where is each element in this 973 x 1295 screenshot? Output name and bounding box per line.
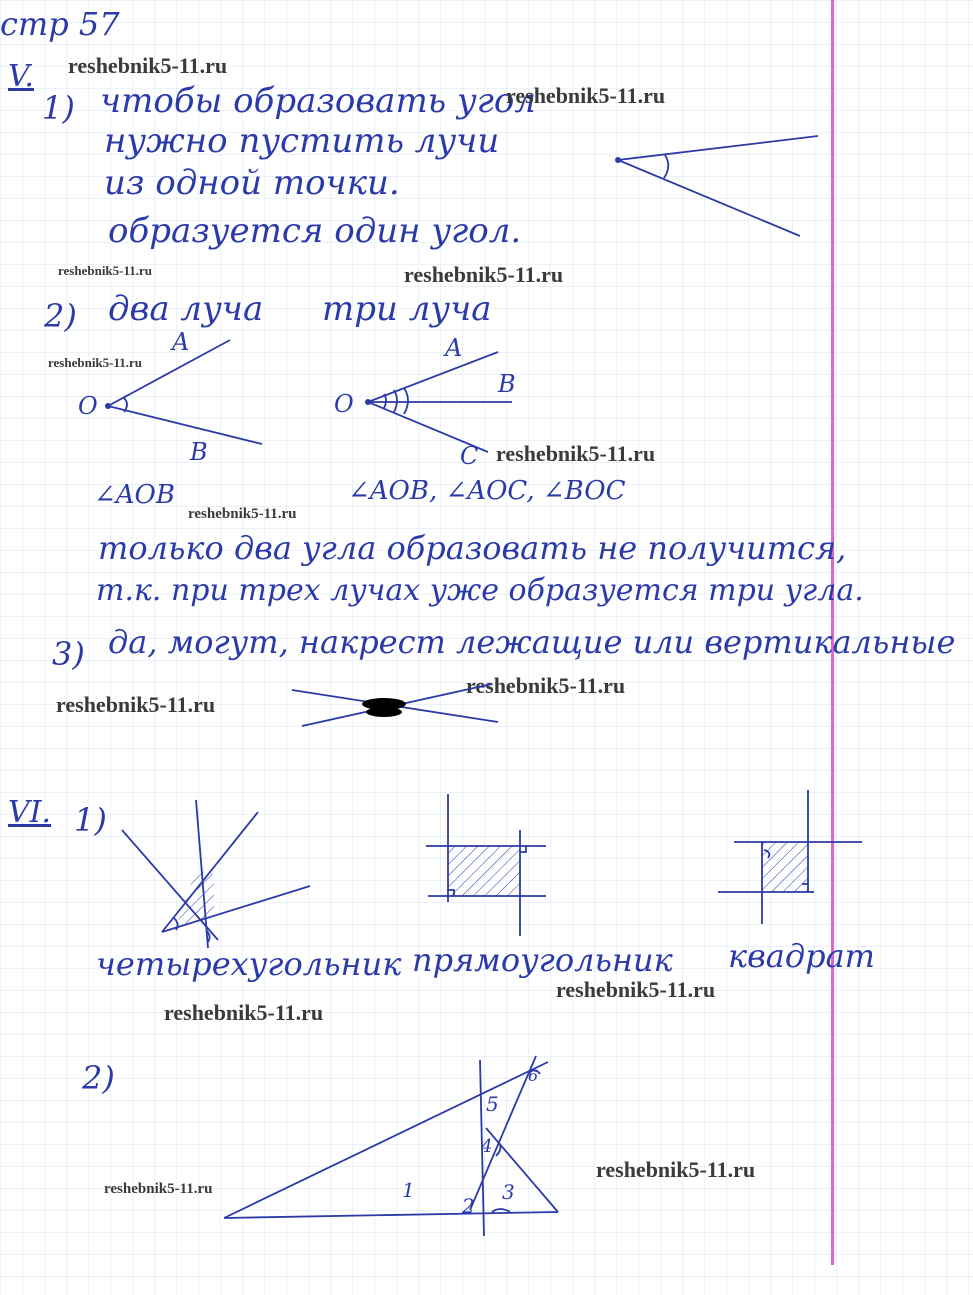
watermark: reshebnik5-11.ru: [188, 506, 297, 522]
label-square: квадрат: [728, 937, 875, 975]
task-v1-line-2: нужно пустить лучи: [104, 121, 500, 161]
section-v-numeral: V.: [8, 59, 34, 94]
fig2-label-o: O: [78, 392, 98, 420]
two-rays-figure: [105, 340, 262, 444]
fig3-label-a: A: [445, 334, 463, 362]
fig3-label-c: C: [460, 442, 479, 470]
task-v3-number: 3): [52, 635, 85, 673]
conclusion-line-2: т.к. при трех лучах уже образуется три угла.: [96, 573, 864, 608]
watermark: reshebnik5-11.ru: [104, 1181, 213, 1197]
label-quadrilateral: четырехугольник: [96, 945, 402, 983]
rectangle-figure: [426, 794, 546, 936]
region-label-3: 3: [502, 1180, 515, 1204]
angles-two: ∠AOB: [94, 480, 175, 510]
intersecting-lines-figure: [224, 1056, 558, 1236]
region-label-2: 2: [462, 1194, 475, 1218]
heading-three-rays: три луча: [322, 289, 492, 329]
crossing-lines-figure: [292, 684, 498, 726]
watermark: reshebnik5-11.ru: [506, 83, 666, 108]
task-v1-line-1: чтобы образовать угол: [100, 81, 537, 121]
task-v1-number: 1): [42, 89, 75, 127]
watermark: reshebnik5-11.ru: [496, 441, 656, 466]
task-v1-line-3: из одной точки.: [104, 163, 400, 203]
region-label-4: 4: [481, 1136, 493, 1157]
quadrilateral-figure: [122, 800, 310, 948]
watermark: reshebnik5-11.ru: [56, 692, 216, 717]
conclusion-line-1: только два угла образовать не получится,: [98, 529, 847, 567]
angles-three: ∠AOB, ∠AOC, ∠BOC: [348, 476, 626, 506]
watermark: reshebnik5-11.ru: [68, 53, 228, 78]
square-figure: [718, 790, 862, 924]
watermark: reshebnik5-11.ru: [164, 1000, 324, 1025]
watermark: reshebnik5-11.ru: [466, 673, 626, 698]
region-label-6: 6: [528, 1066, 539, 1085]
heading-two-rays: два луча: [108, 289, 264, 329]
watermark: reshebnik5-11.ru: [48, 355, 143, 370]
region-label-1: 1: [402, 1178, 415, 1202]
watermark: reshebnik5-11.ru: [596, 1157, 756, 1182]
watermark: reshebnik5-11.ru: [556, 977, 716, 1002]
fig3-label-b: B: [498, 370, 516, 398]
task-v3-text: да, могут, накрест лежащие или вертикальные: [108, 623, 956, 661]
watermark: reshebnik5-11.ru: [58, 263, 153, 278]
section-vi-numeral: VI.: [8, 795, 52, 830]
three-rays-figure: [365, 352, 512, 452]
region-label-5: 5: [486, 1092, 499, 1116]
watermark: reshebnik5-11.ru: [404, 262, 564, 287]
label-rectangle: прямоугольник: [412, 941, 673, 979]
task-vi1-number: 1): [74, 801, 107, 839]
angle-figure-v1: [615, 136, 818, 236]
page-label: стр 57: [0, 5, 120, 43]
task-v2-number: 2): [44, 297, 77, 335]
fig3-label-o: O: [334, 390, 354, 418]
task-v1-line-4: образуется один угол.: [108, 211, 522, 251]
fig2-label-a: A: [172, 328, 190, 356]
fig2-label-b: B: [190, 438, 208, 466]
task-vi2-number: 2): [82, 1059, 115, 1097]
